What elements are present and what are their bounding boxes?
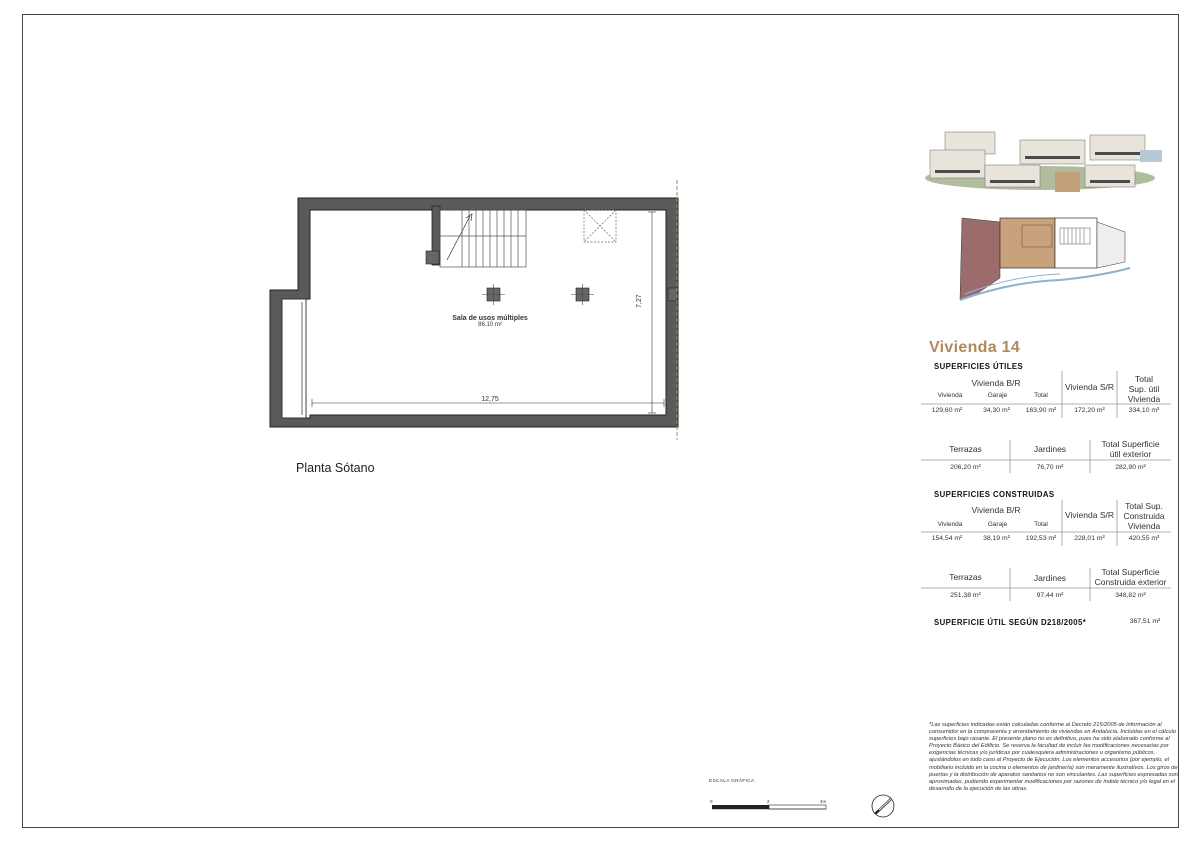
utiles-val-garaje: 34,30 m²: [983, 407, 1010, 414]
scale-bar: [712, 805, 826, 809]
construidas-val-garaje: 38,19 m²: [983, 535, 1010, 542]
utiles-total-ext-label: Total Superficie útil exterior: [1101, 439, 1160, 459]
utiles-val-vivienda: 129,60 m²: [931, 407, 963, 414]
utiles-jardines-label: Jardines: [1033, 444, 1067, 454]
skylight: [584, 210, 616, 242]
site-key-plan: [960, 218, 1130, 300]
construidas-col-sr: Vivienda S/R: [1065, 510, 1114, 520]
utiles-col-vivienda: Vivienda: [937, 392, 963, 399]
utiles-val-sr: 172,20 m²: [1074, 407, 1105, 414]
decreto-val: 367,51 m²: [1129, 618, 1161, 625]
section-utiles-title: SUPERFICIES ÚTILES: [934, 362, 1024, 371]
construidas-val-vivienda: 154,54 m²: [931, 535, 963, 542]
column-1: [482, 284, 505, 305]
column-2: [571, 284, 594, 305]
dimension-height: 7,27: [636, 294, 643, 308]
aerial-render-image: [924, 130, 1164, 194]
construidas-total-ext-label: Total Superficie Construida exterior: [1094, 567, 1167, 587]
construidas-col-vivienda: Vivienda: [937, 521, 963, 528]
plan-title: Planta Sótano: [296, 461, 375, 475]
utiles-group-header: Vivienda B/R: [971, 378, 1021, 388]
construidas-terrazas-val: 251,38 m²: [950, 592, 981, 599]
construidas-val-total: 192,53 m²: [1025, 535, 1057, 542]
scale-tick-0: 0: [710, 799, 713, 804]
utiles-col-garaje: Garaje: [987, 392, 1008, 399]
construidas-col-total: Total: [1034, 521, 1048, 528]
dimension-lines: [312, 212, 664, 413]
scale-tick-2: 2: [767, 799, 770, 804]
construidas-jardines-label: Jardines: [1033, 573, 1067, 583]
room-name: Sala de usos múltiples: [452, 315, 528, 322]
construidas-val-sr: 228,01 m²: [1074, 535, 1105, 542]
scale-tick-4: 4m: [820, 799, 827, 804]
utiles-col-total-sup: Total Sup. útil Vivienda: [1127, 374, 1161, 404]
construidas-col-total-sup: Total Sup. Construida Vivienda: [1123, 501, 1165, 531]
utiles-jardines-val: 76,70 m²: [1036, 464, 1064, 471]
construidas-jardines-val: 97,44 m²: [1036, 592, 1064, 599]
utiles-total-ext-val: 282,90 m²: [1115, 464, 1146, 471]
legal-footnote: *Las superficies indicadas están calculadas conforme al Decreto 215/2005 de información al consumidor en la compraventa y arrendamiento de viviendas en Andalucía. Incluidas en el cálculo superficies bajo rasante. El presente plano no es definitivo, pues ha sido elaborado conforme al Proyecto Básico del Edificio. Se reserva la facultad de incluir las modificaciones necesarias por exigencias técnicas y/o jurídicas por cualesquiera administraciones u organismo públicos, ajustándolos en todo caso al Proyecto de Ejecución. Los elementos accesorios (por ejemplo, el mobiliario incluido en la cocina o elementos de jardinería) son meramente ilustrativos. Los giros de puertas y la distribución de aparatos sanitarios no son vinculantes. Las superficies expresadas son aproximadas, pudiendo experimentar modificaciones por razones de índole técnico y/o legal en el desarrollo de la ejecución de las obras.: [929, 722, 1178, 792]
north-arrow-icon: [872, 795, 894, 817]
utiles-val-total: 163,90 m²: [1025, 407, 1057, 414]
construidas-val-total-sup: 420,55 m²: [1128, 535, 1160, 542]
construidas-col-garaje: Garaje: [987, 521, 1008, 528]
utiles-col-total: Total: [1034, 392, 1048, 399]
vivienda-title: Vivienda 14: [929, 339, 1021, 356]
utiles-val-total-sup: 334,10 m²: [1128, 407, 1160, 414]
utiles-terrazas-val: 206,20 m²: [950, 464, 981, 471]
decreto-label: SUPERFICIE ÚTIL SEGÚN D218/2005*: [934, 618, 1087, 627]
room-area: 86.10 m²: [478, 322, 502, 328]
staircase: [440, 210, 526, 267]
dimension-width: 12,75: [481, 396, 499, 403]
utiles-terrazas-label: Terrazas: [949, 444, 982, 454]
section-construidas-title: SUPERFICIES CONSTRUIDAS: [934, 490, 1055, 499]
utiles-col-sr: Vivienda S/R: [1065, 382, 1114, 392]
construidas-group-header: Vivienda B/R: [971, 505, 1021, 515]
construidas-total-ext-val: 348,82 m²: [1115, 592, 1146, 599]
scale-label: ESCALA GRÁFICA: [709, 779, 755, 784]
construidas-terrazas-label: Terrazas: [949, 572, 982, 582]
basement-walls: [270, 198, 678, 427]
